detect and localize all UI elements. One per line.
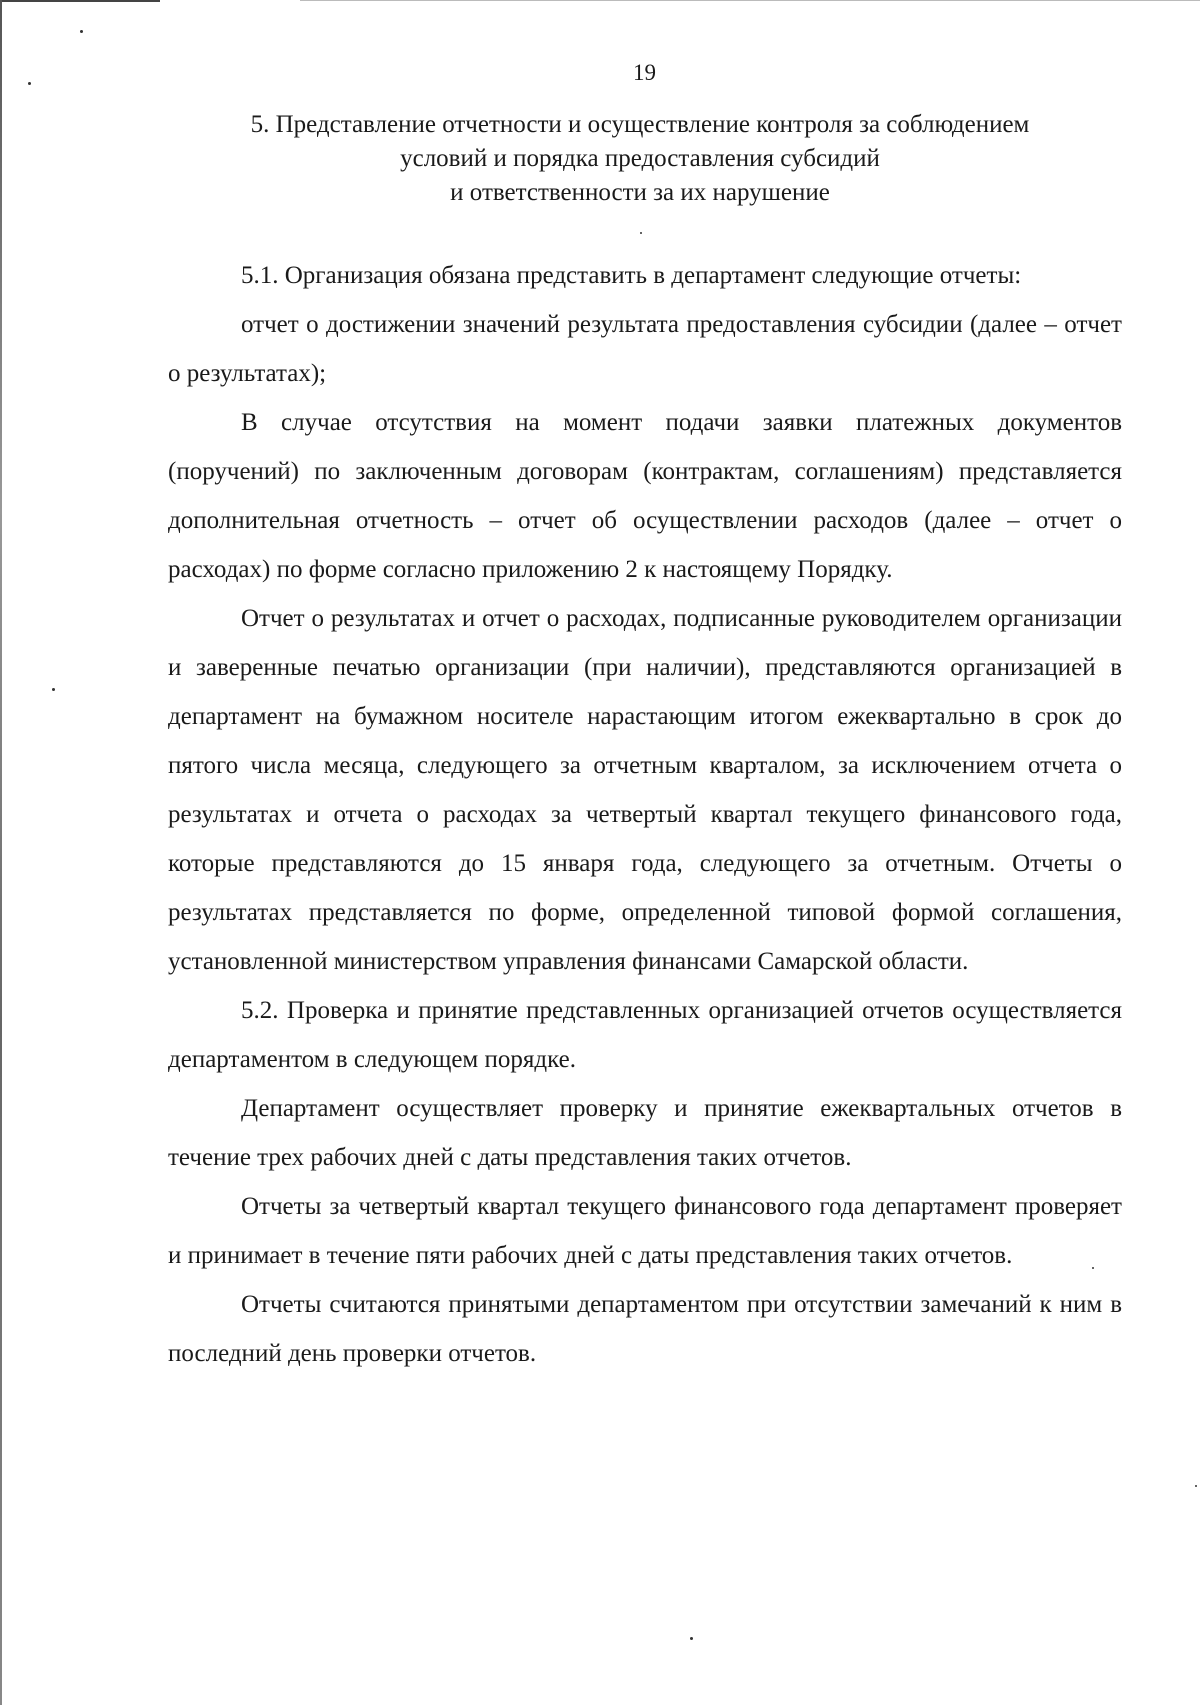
scan-speck	[52, 688, 55, 691]
scan-speck	[80, 30, 83, 33]
paragraph-5-2: 5.2. Проверка и принятие представленных организацией отчетов осуществляется департаментом в следующем порядке.	[168, 997, 1122, 1073]
scan-edge-left	[0, 0, 2, 1705]
section-heading-line: условий и порядка предоставления субсидий	[400, 145, 880, 172]
scan-edge-top	[0, 0, 160, 2]
paragraph-quarterly-check: Департамент осуществляет проверку и принятие ежеквартальных отчетов в течение трех рабочих дней с даты представления таких отчетов.	[168, 1095, 1122, 1171]
scan-edge-top-faint	[300, 0, 1200, 1]
page-number: 19	[633, 60, 656, 85]
paragraph-submission-terms: Отчет о результатах и отчет о расходах, подписанные руководителем организации и заверенные печатью организации (при наличии), представляются организацией в департамент на бумажном носителе нарастающим итогом ежеквартально в срок до пятого числа месяца, следующего за отчетным кварталом, за исключением отчета о результатах и отчета о расходах за четвертый квартал текущего финансового года, которые представляются до 15 января года, следующего за отчетным. Отчеты о результатах представляется по форме, определенной типовой формой соглашения, установленной министерством управления финансами Самарской области.	[168, 605, 1122, 975]
scan-speck	[640, 232, 642, 234]
paragraph-fourth-quarter-check: Отчеты за четвертый квартал текущего финансового года департамент проверяет и принимает в течение пяти рабочих дней с даты представления таких отчетов.	[168, 1193, 1122, 1269]
scan-speck	[690, 1637, 693, 1640]
scan-speck	[1195, 1485, 1197, 1487]
body-text	[168, 251, 1122, 1378]
paragraph-5-1: 5.1. Организация обязана представить в департамент следующие отчеты:	[241, 262, 1022, 289]
section-heading	[180, 108, 1100, 210]
paragraph-acceptance: Отчеты считаются принятыми департаментом при отсутствии замечаний к ним в последний день проверки отчетов.	[168, 1291, 1122, 1367]
section-heading-line: и ответственности за их нарушение	[450, 179, 830, 206]
paragraph-report-results: отчет о достижении значений результата предоставления субсидии (далее – отчет о результатах);	[168, 311, 1122, 387]
section-heading-line: 5. Представление отчетности и осуществление контроля за соблюдением	[250, 111, 1030, 138]
paragraph-expenses-report: В случае отсутствия на момент подачи заявки платежных документов (поручений) по заключенным договорам (контрактам, соглашениям) представляется дополнительная отчетность – отчет об осуществлении расходов (далее – отчет о расходах) по форме согласно приложению 2 к настоящему Порядку.	[168, 409, 1122, 583]
